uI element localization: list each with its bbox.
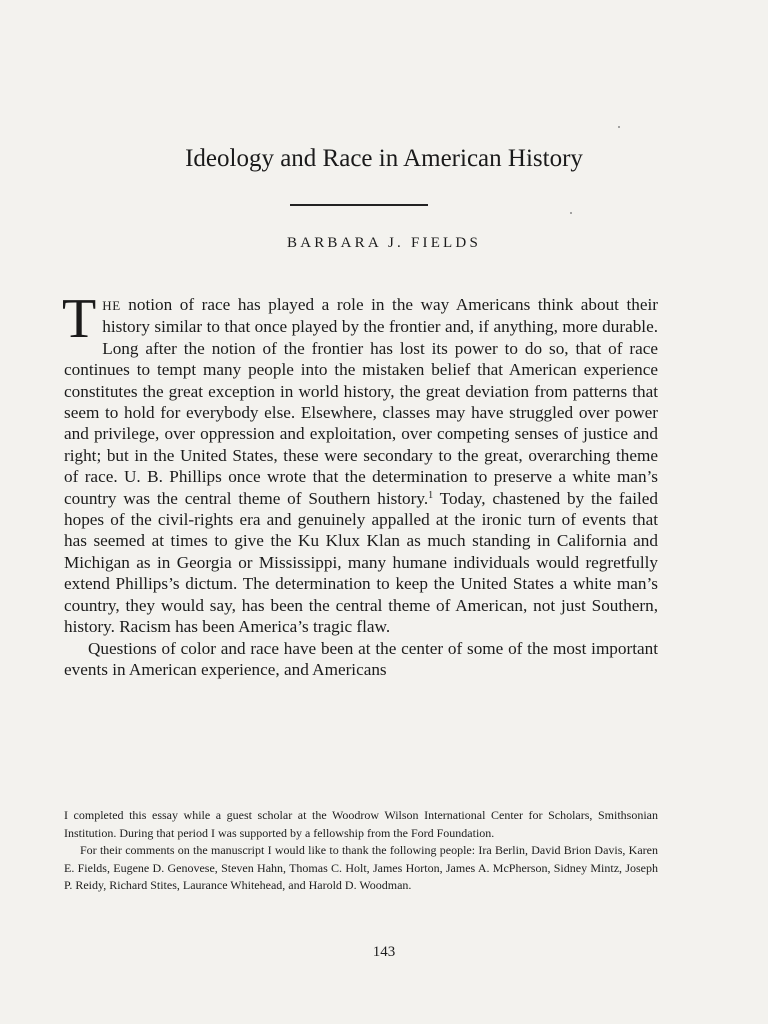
paragraph-1-text-a: notion of race has played a role in the way Americans think about their history similar to that once played by the frontier and, if anything, more durable. Long after the notion of the frontier has lost its power to do so, that of race continues to tempt many people into the mistaken belief that American experience constitutes the great exception in world history, the great deviation from patterns that seem to hold for everybody else. Elsewhere, classes may have struggled over power and privilege, over oppression and exploitation, over competing senses of justice and right; but in the United States, these were secondary to the great, overarching theme of race. U. B. Phillips once wrote that the determination to preserve a white man’s country was the central theme of Southern history.	[64, 295, 658, 508]
article-title: Ideology and Race in American History	[185, 145, 583, 172]
drop-cap: T	[62, 288, 97, 350]
paragraph-1	[62, 288, 658, 638]
footnote-ref: 1	[428, 489, 434, 501]
paragraph-1-text-b: Today, chastened by the failed hopes of the civil-rights era and genuinely appalled at the ironic turn of events that has seemed at times to give the Ku Klux Klan as much standing in California and Michigan as in Georgia or Mississippi, many humane individuals would regretfully extend Phillips’s dictum. The determination to keep the United States a white man’s country, they would say, has been the central theme of American, not just Southern, history. Racism has been America’s tragic flaw.	[64, 488, 658, 637]
scan-speck	[570, 212, 572, 214]
footnote-1: I completed this essay while a guest scholar at the Woodrow Wilson International Center for Scholars, Smithsonian Institution. During that period I was supported by a fellowship from the Ford Foundation.	[64, 808, 658, 840]
page-number: 143	[372, 944, 396, 960]
paragraph-2: Questions of color and race have been at the center of some of the most important events in American experience, and Americans	[64, 638, 658, 679]
scan-speck	[618, 126, 620, 128]
article-author: BARBARA J. FIELDS	[286, 235, 481, 251]
lead-smallcaps: HE	[102, 298, 121, 313]
body-text	[62, 288, 658, 680]
footnotes	[64, 807, 658, 895]
footnote-2: For their comments on the manuscript I would like to thank the following people: Ira Berlin, David Brion Davis, Karen E. Fields, Eugene D. Genovese, Steven Hahn, Thomas C. Holt, James Horton, James A. McPherson, Sidney Mintz, Joseph P. Reidy, Richard Stites, Laurance Whitehead, and Harold D. Woodman.	[64, 843, 658, 893]
title-rule	[290, 204, 428, 206]
